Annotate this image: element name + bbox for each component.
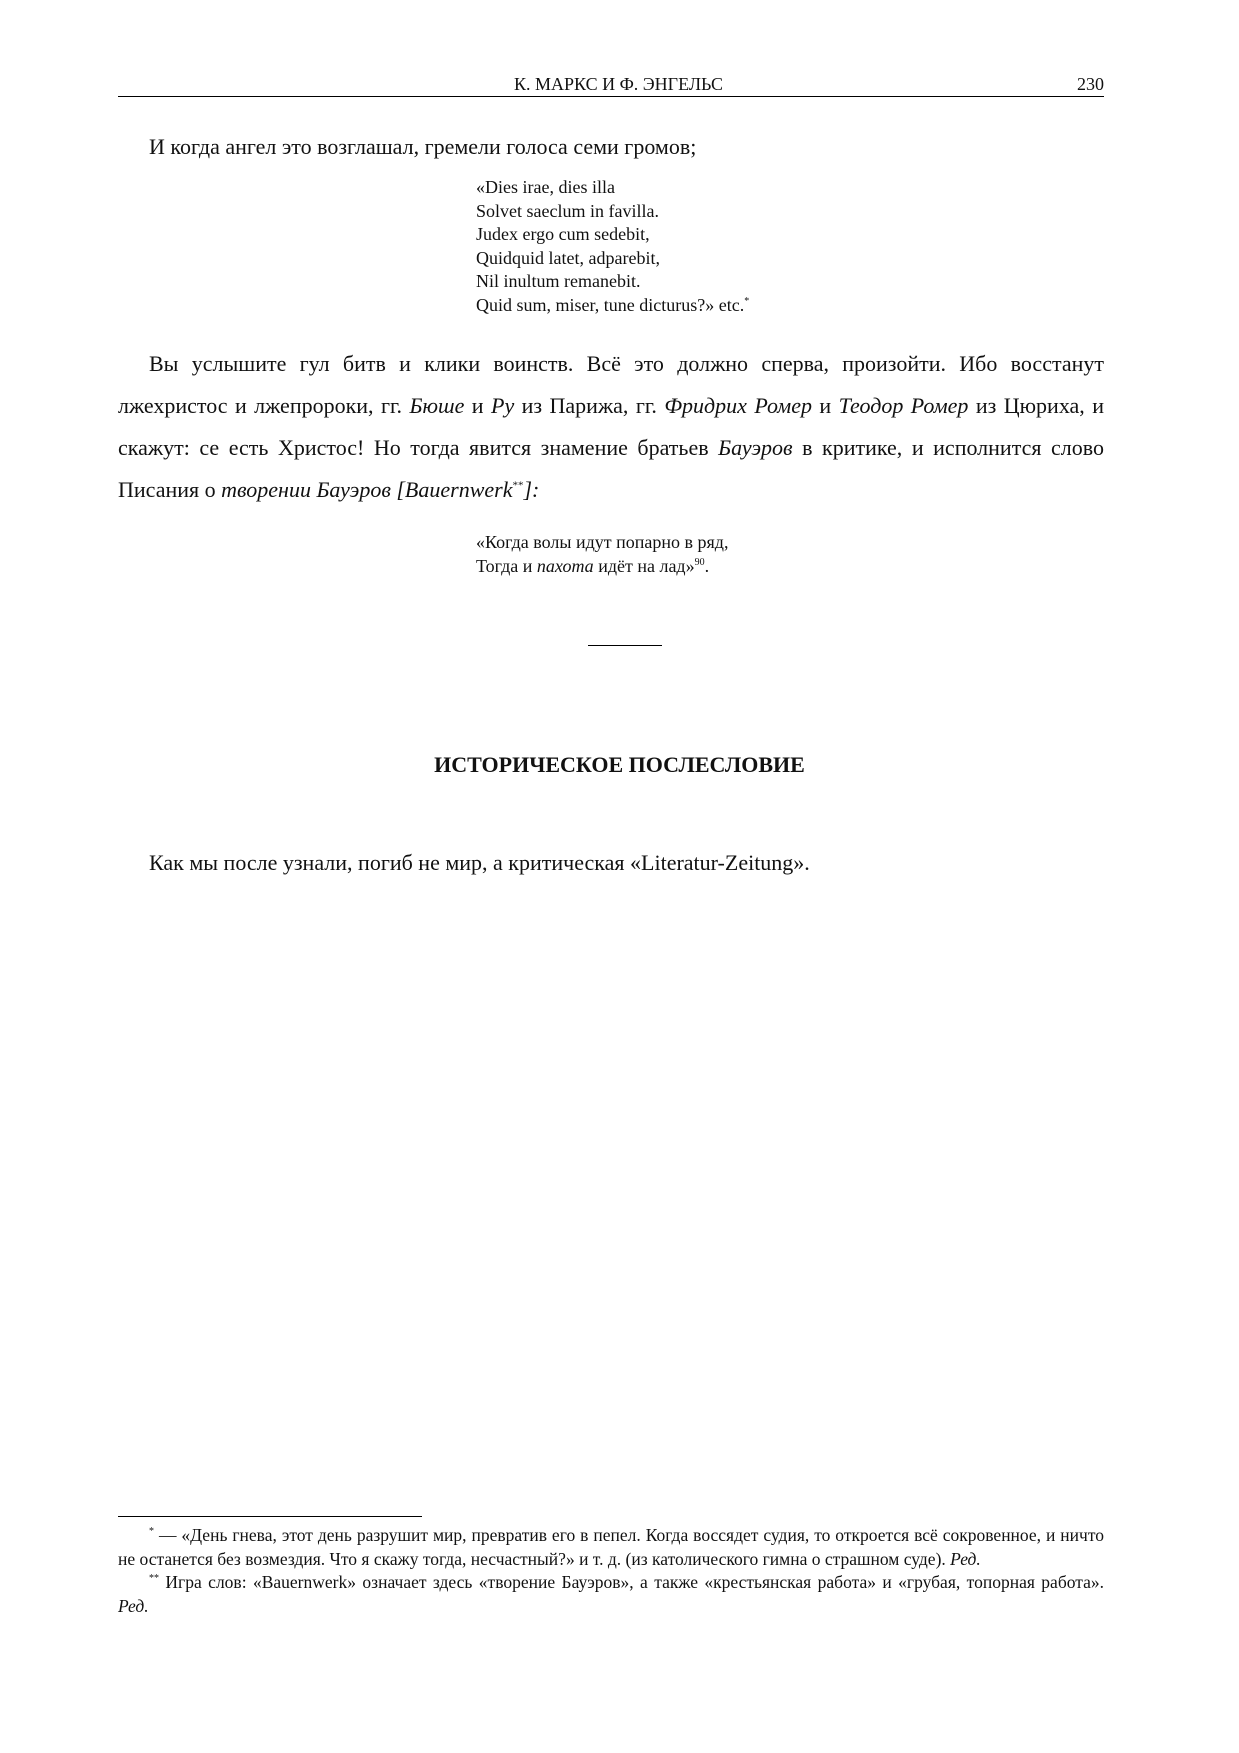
- footnote-text: Игра слов: «Bauernwerk» означает здесь «творение Бауэров», а также «крестьянская работа» и «грубая, топорная работа».: [159, 1572, 1104, 1592]
- latin-verse: [476, 176, 749, 317]
- footnote-text: — «День гнева, этот день разрушит мир, превратив его в пепел. Когда воссядет судия, то откроется всё сокровенное, и ничто не останется без возмездия. Что я скажу тогда, несчастный?» и т. д. (из католического гимна о страшном суде).: [118, 1525, 1104, 1569]
- text-run: из Цюриха, и скажут: се есть Христос! Но тогда явится знамение братьев: [118, 393, 1104, 460]
- verse-line: [476, 555, 728, 579]
- footnote-1: [118, 1524, 1104, 1571]
- text-run: Тогда и: [476, 555, 537, 576]
- verse-line-last: [476, 294, 749, 318]
- header-title: К. МАРКС И Ф. ЭНГЕЛЬС: [514, 74, 723, 94]
- text-run: .: [704, 555, 710, 576]
- verse-line: «Dies irae, dies illa: [476, 177, 615, 197]
- verse-line-text: Quid sum, miser, tune dicturus?» etc.: [476, 294, 745, 315]
- section-separator: [588, 645, 662, 646]
- text-run: в критике, и исполнится слово Писания о: [118, 435, 1104, 502]
- editor-note: Ред.: [950, 1548, 981, 1569]
- footnote-ref-1[interactable]: *: [744, 295, 750, 307]
- page-number: 230: [1077, 74, 1104, 94]
- verse-line: Judex ergo cum sedebit,: [476, 224, 650, 244]
- italic-name: Теодор Ромер: [838, 393, 969, 418]
- italic-name: Ру: [491, 393, 515, 418]
- russian-verse: [476, 531, 728, 578]
- italic-phrase: творении Бауэров [Bauernwerk: [221, 477, 513, 502]
- footnote-mark: **: [149, 1573, 159, 1585]
- section-heading: ИСТОРИЧЕСКОЕ ПОСЛЕСЛОВИЕ: [434, 752, 805, 777]
- editor-note: Ред.: [118, 1595, 149, 1616]
- text-run: и: [811, 393, 839, 418]
- paragraph-angel: И когда ангел это возглашал, гремели голоса семи громов;: [149, 134, 697, 159]
- paragraph-prophecy: [118, 343, 1104, 511]
- text-run: идёт на лад»: [593, 555, 695, 576]
- verse-line: Quidquid latet, adparebit,: [476, 247, 660, 268]
- verse-line: Nil inultum remanebit.: [476, 271, 641, 291]
- footnote-mark: *: [149, 1526, 154, 1538]
- italic-name: Бауэров: [718, 435, 793, 460]
- paragraph-afterword: Как мы после узнали, погиб не мир, а критическая «Literatur-Zeitung».: [149, 850, 810, 875]
- footnotes: [118, 1524, 1104, 1618]
- text-run: и: [464, 393, 491, 418]
- text-run: из Парижа, гг.: [514, 393, 665, 418]
- text-run: Вы услышите гул битв и клики воинств. Всё это должно сперва, произойти. Ибо восстанут лжехристос и лжепророки, гг.: [118, 351, 1104, 418]
- italic-word: пахота: [536, 555, 594, 576]
- italic-name: Бюше: [409, 393, 465, 418]
- verse-line: Solvet saeclum in favilla.: [476, 200, 659, 221]
- running-header: [118, 74, 1104, 97]
- italic-phrase: ]:: [523, 477, 540, 502]
- endnote-ref-90[interactable]: 90: [694, 556, 705, 568]
- verse-line: «Когда волы идут попарно в ряд,: [476, 532, 729, 552]
- footnote-2: [118, 1571, 1104, 1618]
- italic-name: Фридрих Ромер: [664, 393, 812, 418]
- footnote-divider: [118, 1516, 422, 1517]
- footnote-ref-2[interactable]: **: [512, 479, 524, 492]
